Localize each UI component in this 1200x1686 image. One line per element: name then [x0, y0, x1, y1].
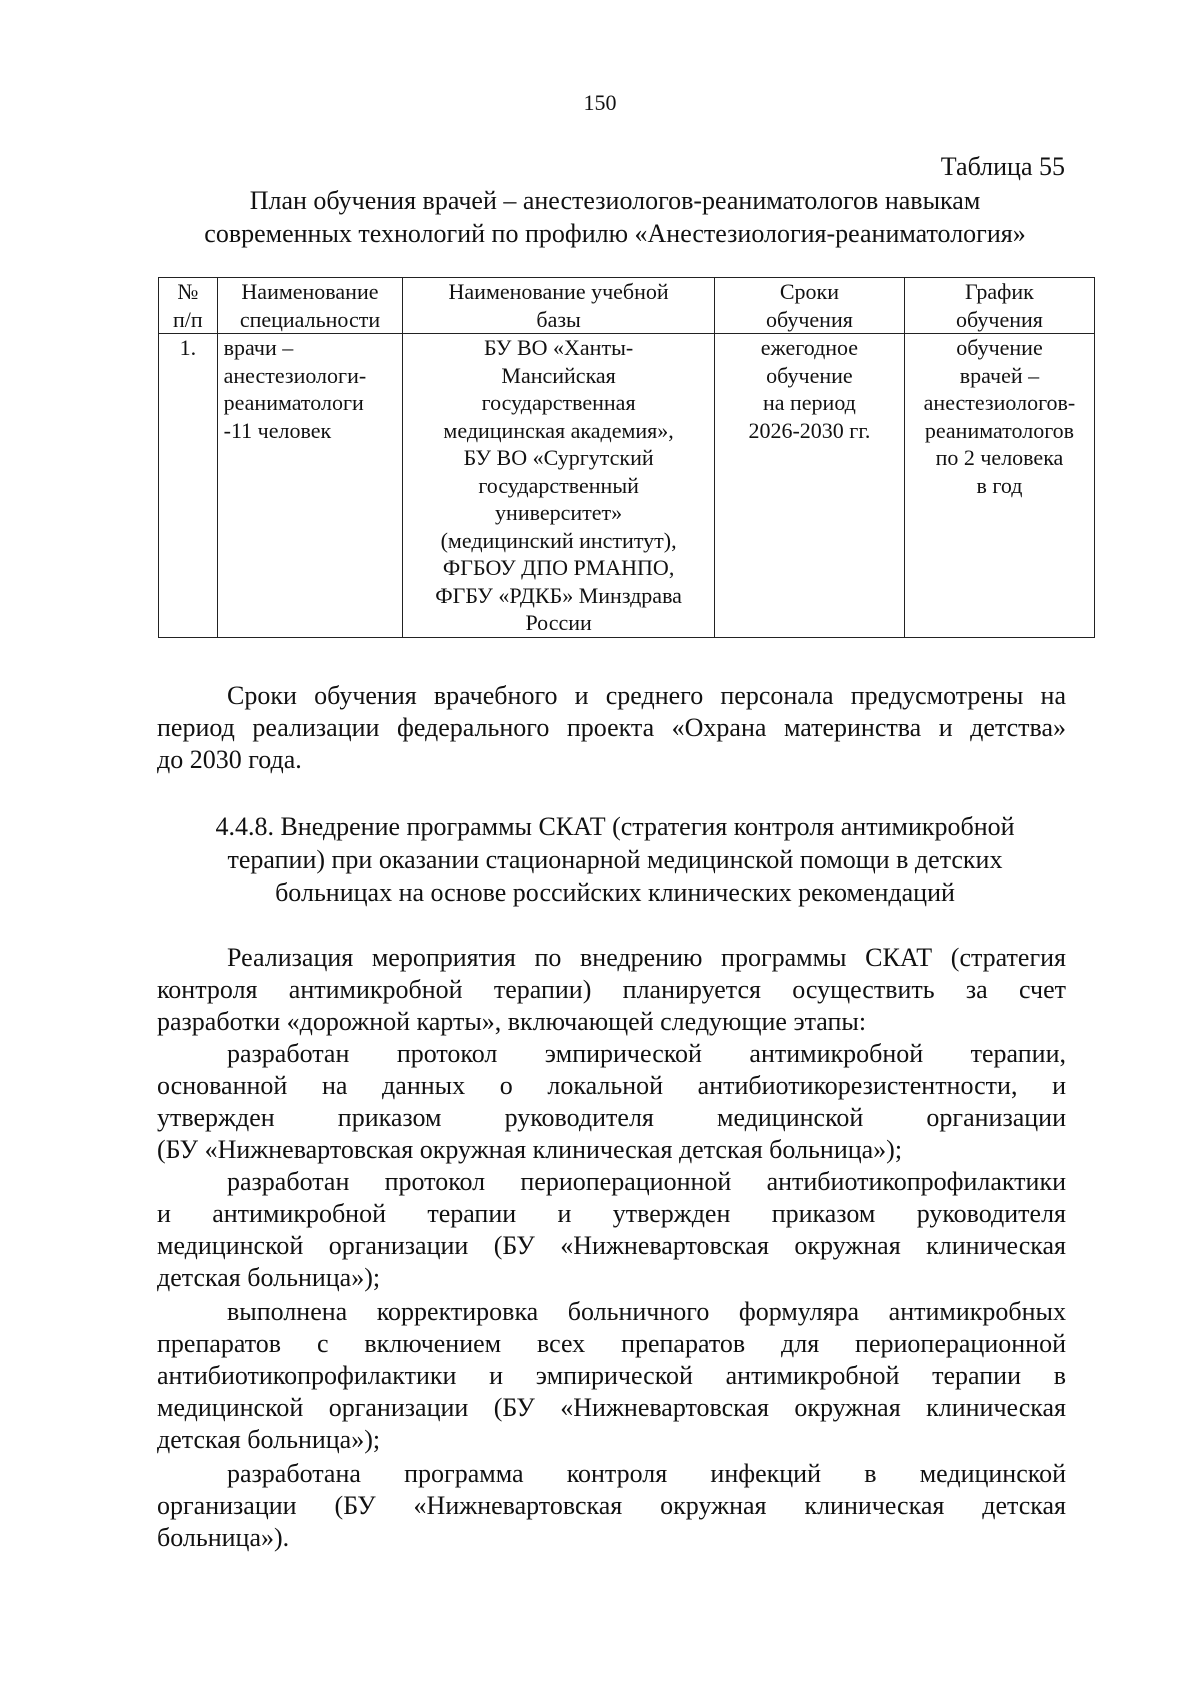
cell-line: ФГБУ «РДКБ» Минздрава	[435, 582, 682, 608]
step-3	[157, 1296, 1066, 1456]
table-title	[160, 184, 1070, 250]
cell-line: России	[525, 610, 592, 635]
cell-line: университет»	[495, 500, 623, 525]
heading-line: больницах на основе российских клинических рекомендаций	[275, 878, 955, 907]
cell-specialty	[217, 334, 403, 638]
text-line: (БУ «Нижневартовская окружная клиническая детская больница»);	[157, 1135, 903, 1164]
text-line: Сроки обучения врачебного и среднего персонала предусмотрены на	[227, 681, 1066, 710]
text-line: больница»).	[157, 1523, 290, 1552]
header-line: Сроки	[779, 279, 839, 304]
table-title-line: современных технологий по профилю «Анестезиология-реаниматология»	[204, 219, 1026, 248]
step-4	[157, 1458, 1066, 1554]
section-heading	[160, 810, 1070, 909]
text-line: препаратов с включением всех препаратов для периоперационной	[157, 1329, 1066, 1358]
cell-line: ФГБОУ ДПО РМАНПО,	[442, 555, 675, 580]
text-line: организации (БУ «Нижневартовская окружная клиническая детская	[157, 1491, 1066, 1520]
text-line: контроля антимикробной терапии) планируется осуществить за счет	[157, 975, 1066, 1004]
cell-line: государственная	[481, 390, 636, 415]
text-line: антибиотикопрофилактики и эмпирической антимикробной терапии в	[157, 1361, 1066, 1390]
header-schedule	[904, 278, 1094, 334]
header-line: Наименование учебной	[448, 279, 669, 304]
header-terms	[714, 278, 904, 334]
header-line: График	[965, 279, 1034, 304]
cell-line: на период	[762, 390, 856, 415]
cell-line: в год	[976, 472, 1023, 498]
text-line: разработан протокол периоперационной антибиотикопрофилактики	[227, 1167, 1066, 1196]
cell-line: государственный	[478, 472, 639, 498]
table-title-line: План обучения врачей – анестезиологов-реаниматологов навыкам	[249, 186, 981, 215]
text-line: разработки «дорожной карты», включающей следующие этапы:	[157, 1007, 867, 1036]
text-line: медицинской организации (БУ «Нижневартовская окружная клиническая	[157, 1393, 1066, 1422]
text-line: и антимикробной терапии и утвержден приказом руководителя	[157, 1199, 1066, 1228]
header-line: №	[177, 279, 199, 304]
table-caption: Таблица 55	[940, 152, 1065, 181]
cell-terms	[714, 334, 904, 638]
cell-line: БУ ВО «Ханты-	[484, 335, 634, 360]
header-line: специальности	[239, 306, 381, 332]
header-line: базы	[536, 306, 581, 332]
text-line: Реализация мероприятия по внедрению программы СКАТ (стратегия	[227, 943, 1066, 972]
cell-line: Мансийская	[501, 362, 616, 388]
cell-line: медицинская академия»,	[443, 417, 674, 443]
text-line: детская больница»);	[157, 1425, 381, 1454]
cell-line: по 2 человека	[935, 445, 1064, 470]
cell-base	[403, 334, 715, 638]
text-line: детская больница»);	[157, 1263, 381, 1292]
cell-line: ежегодное	[760, 335, 859, 360]
header-base	[403, 278, 715, 334]
page-number: 150	[583, 90, 617, 115]
cell-line: БУ ВО «Сургутский	[463, 445, 654, 470]
header-line: п/п	[172, 306, 203, 332]
step-1	[157, 1038, 1066, 1166]
header-line: обучения	[766, 306, 853, 332]
header-line: обучения	[956, 306, 1043, 332]
header-number	[159, 278, 218, 334]
heading-line: терапии) при оказании стационарной медицинской помощи в детских	[227, 845, 1003, 874]
cell-schedule	[904, 334, 1094, 638]
text-line: период реализации федерального проекта «Охрана материнства и детства»	[157, 713, 1066, 742]
cell-line: врачи –	[223, 335, 294, 360]
cell-line: -11 человек	[223, 417, 332, 443]
cell-line: (медицинский институт),	[440, 527, 677, 553]
text-line: выполнена корректировка больничного формуляра антимикробных	[227, 1297, 1066, 1326]
cell-line: анестезиологов-	[923, 390, 1076, 415]
cell-line: врачей –	[959, 362, 1040, 388]
cell-number	[159, 334, 218, 638]
text-line: основанной на данных о локальной антибиотикорезистентности, и	[157, 1071, 1066, 1100]
text-line: разработана программа контроля инфекций в медицинской	[227, 1459, 1066, 1488]
text-line: утвержден приказом руководителя медицинской организации	[157, 1103, 1066, 1132]
cell-line: 1.	[179, 335, 197, 360]
cell-line: анестезиологи-	[223, 362, 367, 388]
cell-line: реаниматологи	[223, 390, 364, 415]
training-plan-table	[158, 277, 1095, 638]
cell-line: обучение	[766, 362, 853, 388]
text-line: разработан протокол эмпирической антимикробной терапии,	[227, 1039, 1066, 1068]
header-specialty	[217, 278, 403, 334]
table-header-row	[159, 278, 1095, 334]
heading-line: 4.4.8. Внедрение программы СКАТ (стратегия контроля антимикробной	[215, 812, 1015, 841]
paragraph-intro	[157, 942, 1066, 1038]
step-2	[157, 1166, 1066, 1294]
table-row	[159, 334, 1095, 638]
text-line: до 2030 года.	[157, 745, 302, 774]
header-line: Наименование	[241, 279, 379, 304]
cell-line: обучение	[956, 335, 1043, 360]
cell-line: реаниматологов	[924, 417, 1075, 443]
paragraph-terms	[157, 680, 1066, 776]
text-line: медицинской организации (БУ «Нижневартовская окружная клиническая	[157, 1231, 1066, 1260]
cell-line: 2026-2030 гг.	[748, 417, 871, 443]
